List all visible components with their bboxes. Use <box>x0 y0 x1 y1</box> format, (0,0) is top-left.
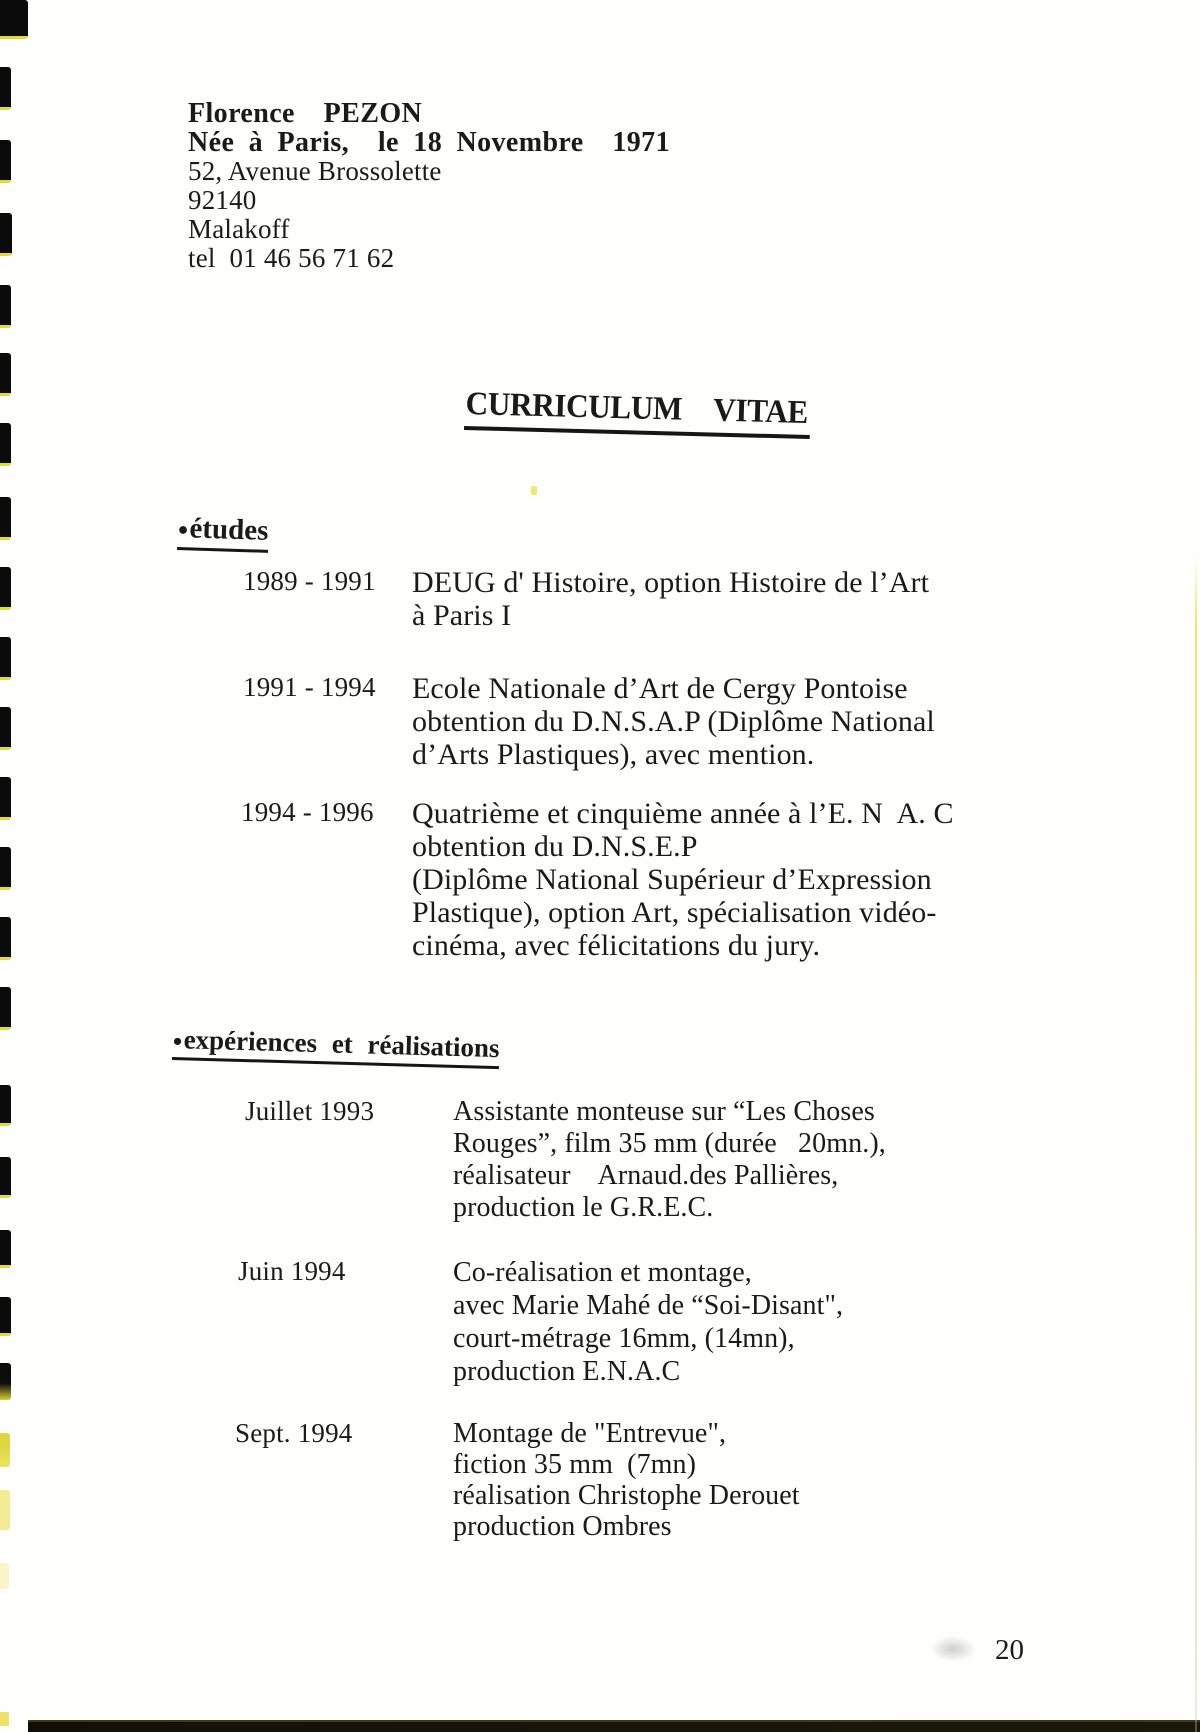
section-heading-etudes <box>177 512 269 553</box>
entry-date: Juin 1994 <box>238 1256 346 1286</box>
binding-mark <box>0 1363 11 1400</box>
page-title: CURRICULUM VITAE <box>464 386 811 439</box>
binding-mark <box>0 285 11 328</box>
desc-line: réalisateur Arnaud.des Pallières, <box>453 1160 839 1191</box>
desc-line: Plastique), option Art, spécialisation vidéo- <box>412 896 937 929</box>
binding-mark <box>0 917 11 960</box>
desc-line: Ecole Nationale d’Art de Cergy Pontoise <box>412 672 908 705</box>
binding-mark <box>0 1157 11 1198</box>
section-heading-label: expériences et réalisations <box>183 1024 500 1064</box>
desc-line: obtention du D.N.S.A.P (Diplôme National <box>412 705 935 738</box>
desc-line: obtention du D.N.S.E.P <box>412 830 698 863</box>
binding-mark <box>0 1230 11 1268</box>
desc-line: réalisation Christophe Derouet <box>453 1480 800 1511</box>
binding-mark <box>0 1563 9 1589</box>
desc-line: Rouges”, film 35 mm (durée 20mn.), <box>453 1128 886 1159</box>
binding-mark <box>0 637 11 680</box>
desc-line: avec Marie Mahé de “Soi-Disant", <box>453 1290 844 1321</box>
binding-mark <box>0 1085 11 1126</box>
binding-mark <box>0 0 28 39</box>
binding-mark <box>0 67 11 110</box>
entry-date: 1994 - 1996 <box>241 797 374 827</box>
section-heading-label: études <box>189 512 269 547</box>
header-birth: Née à Paris, le 18 Novembre 1971 <box>188 127 670 158</box>
entry-date: 1989 - 1991 <box>243 566 376 596</box>
binding-mark <box>0 847 11 890</box>
binding-mark <box>0 213 12 256</box>
desc-line: Montage de "Entrevue", <box>453 1418 727 1449</box>
desc-line: à Paris I <box>412 599 512 632</box>
binding-mark <box>0 353 11 396</box>
desc-line: Assistante monteuse sur “Les Choses <box>453 1096 875 1127</box>
header-street: 52, Avenue Brossolette <box>188 156 442 186</box>
binding-mark <box>0 777 11 820</box>
binding-mark <box>0 567 11 610</box>
desc-line: (Diplôme National Supérieur d’Expression <box>412 863 932 896</box>
header-city: Malakoff <box>188 214 290 244</box>
binding-mark <box>0 140 11 183</box>
binding-mark <box>0 707 11 750</box>
desc-line: cinéma, avec félicitations du jury. <box>412 929 821 962</box>
binding-mark <box>0 1297 11 1336</box>
binding-mark <box>0 497 11 540</box>
scan-corner-blob <box>0 1712 9 1726</box>
scan-right-edge-line <box>1195 555 1197 1732</box>
entry-date: Sept. 1994 <box>235 1418 353 1448</box>
desc-line: d’Arts Plastiques), avec mention. <box>412 738 815 771</box>
page-number: 20 <box>995 1634 1024 1666</box>
desc-line: Co-réalisation et montage, <box>453 1257 752 1288</box>
entry-description <box>453 1096 886 1224</box>
binding-mark <box>0 1490 10 1530</box>
binding-mark <box>0 987 11 1030</box>
desc-line: Quatrième et cinquième année à l’E. N A. C <box>412 797 954 830</box>
entry-description <box>453 1256 843 1388</box>
header-phone: tel 01 46 56 71 62 <box>188 243 395 273</box>
scan-speck <box>531 486 537 495</box>
scan-bottom-edge <box>28 1720 1200 1732</box>
bullet-icon: ● <box>177 518 190 540</box>
binding-mark <box>0 423 11 466</box>
section-heading-experiences <box>172 1024 500 1069</box>
scan-smudge <box>930 1636 976 1662</box>
binding-strip <box>0 0 40 1732</box>
bullet-icon: ● <box>172 1031 184 1051</box>
entry-description <box>412 672 935 771</box>
binding-mark <box>0 1433 10 1467</box>
entry-date: 1991 - 1994 <box>243 672 376 702</box>
desc-line: production Ombres <box>453 1511 672 1542</box>
entry-description <box>453 1418 800 1542</box>
desc-line: production le G.R.E.C. <box>453 1192 714 1223</box>
entry-description <box>412 566 929 632</box>
header-zip: 92140 <box>188 185 257 215</box>
entry-date: Juillet 1993 <box>245 1096 375 1126</box>
header-name: Florence PEZON <box>188 98 423 129</box>
desc-line: court-métrage 16mm, (14mn), <box>453 1323 795 1354</box>
desc-line: fiction 35 mm (7mn) <box>453 1449 697 1480</box>
entry-description <box>412 797 954 962</box>
header-block <box>188 99 670 273</box>
desc-line: production E.N.A.C <box>453 1356 681 1387</box>
desc-line: DEUG d' Histoire, option Histoire de l’Art <box>412 566 930 599</box>
